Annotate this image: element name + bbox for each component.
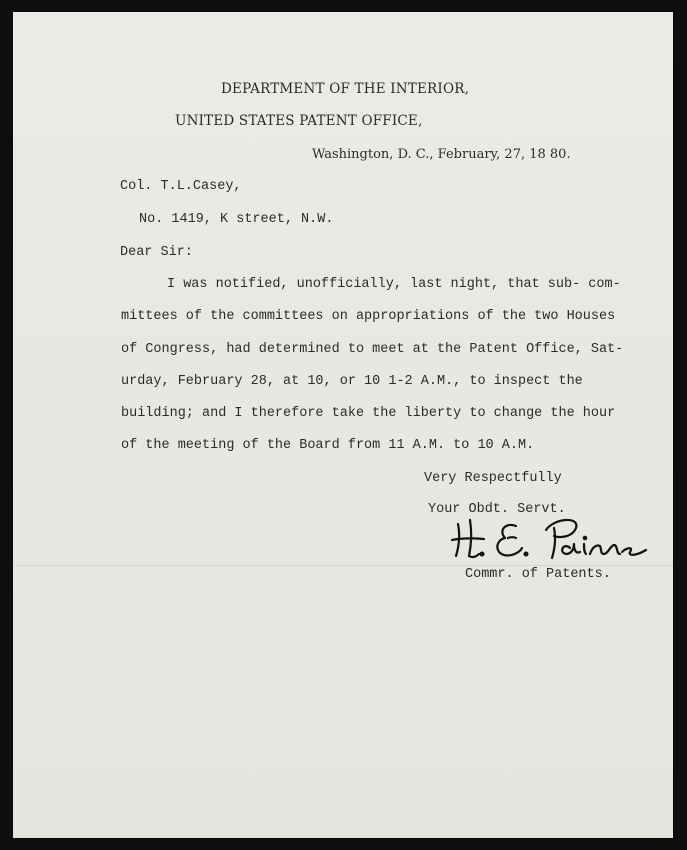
recipient-address: No. 1419, K street, N.W.: [139, 212, 334, 227]
body-line: building; and I therefore take the liberty to change the hour: [121, 406, 616, 421]
body-line: I was notified, unofficially, last night, that sub- com-: [167, 277, 621, 292]
handwritten-signature: [450, 508, 650, 568]
salutation: Dear Sir:: [120, 245, 193, 260]
body-line: urday, February 28, at 10, or 10 1-2 A.M., to inspect the: [121, 374, 583, 389]
letter-sheet: [13, 12, 673, 838]
body-line: of Congress, had determined to meet at the Patent Office, Sat-: [121, 342, 624, 357]
body-line: mittees of the committees on appropriations of the two Houses: [121, 309, 616, 324]
signer-title: Commr. of Patents.: [465, 567, 611, 582]
body-line: of the meeting of the Board from 11 A.M. to 10 A.M.: [121, 438, 535, 453]
closing-servant: Your Obdt. Servt.: [428, 502, 566, 517]
recipient-name: Col. T.L.Casey,: [120, 179, 242, 194]
letterhead-department: DEPARTMENT OF THE INTERIOR,: [221, 81, 470, 97]
closing: Very Respectfully: [424, 471, 562, 486]
letterhead-office: UNITED STATES PATENT OFFICE,: [175, 113, 423, 129]
dateline: Washington, D. C., February, 27, 18 80.: [312, 147, 571, 162]
